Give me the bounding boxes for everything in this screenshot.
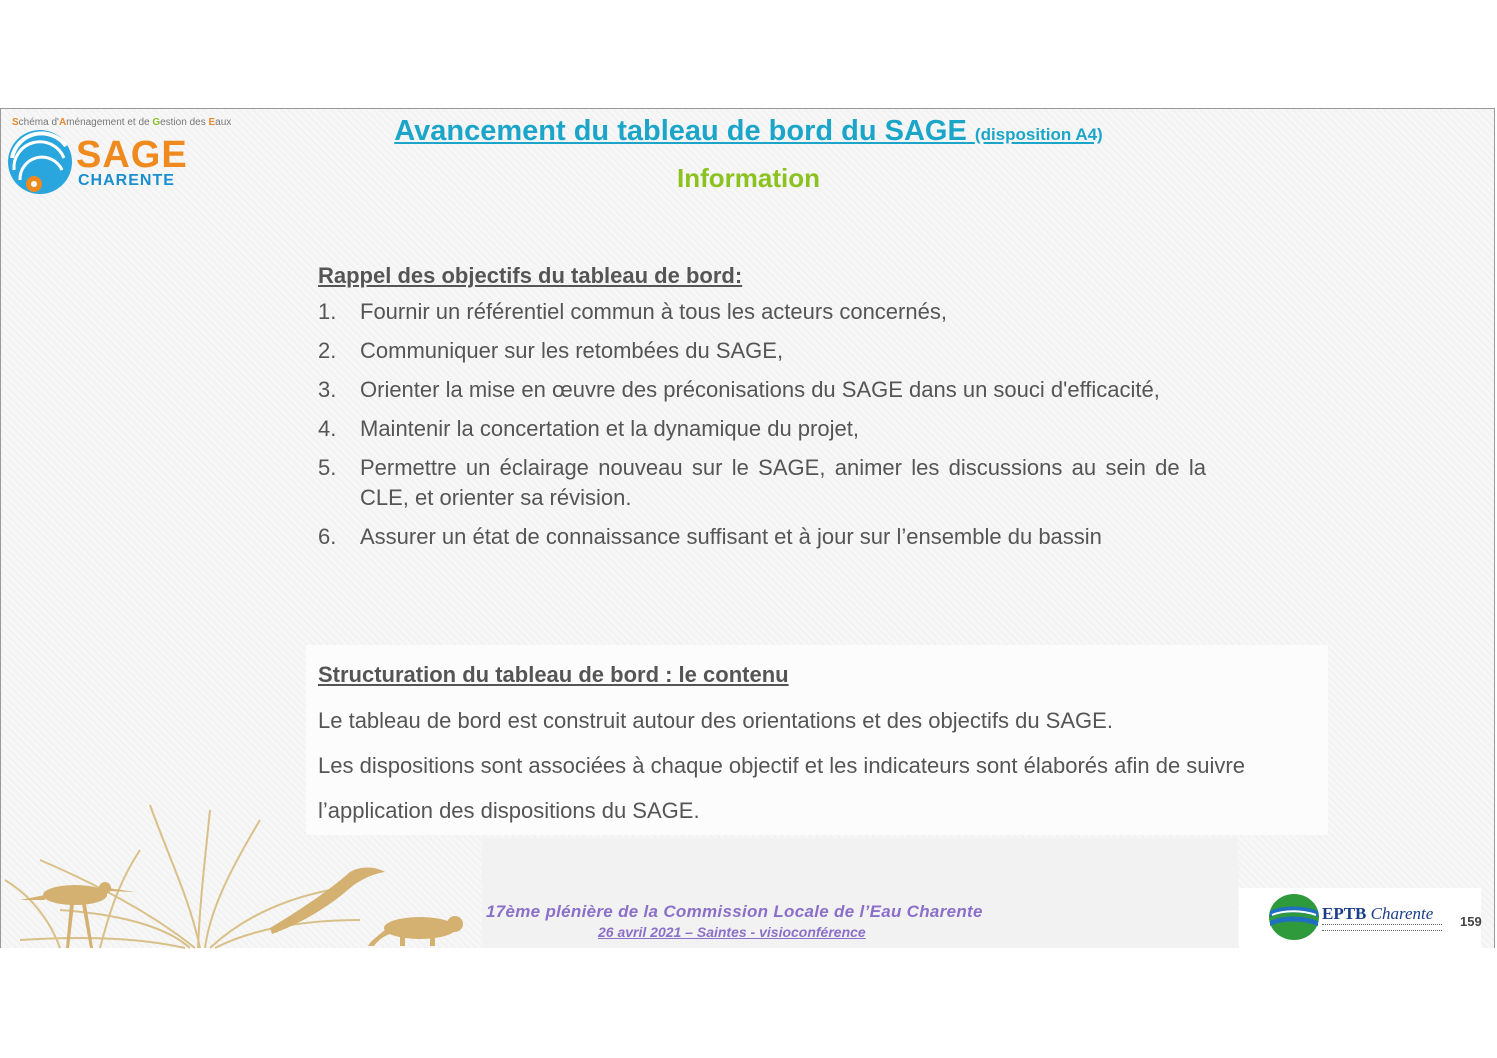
list-item <box>318 297 1206 327</box>
eptb-name-bold: EPTB <box>1322 904 1367 923</box>
list-text: Assurer un état de connaissance suffisant et à jour sur l’ensemble du bassin <box>360 524 1102 549</box>
nature-illustration-icon <box>0 800 485 950</box>
list-text: Communiquer sur les retombées du SAGE, <box>360 338 784 363</box>
list-item <box>318 336 1206 366</box>
list-text: Fournir un référentiel commun à tous les acteurs concernés, <box>360 299 947 324</box>
eptb-logo-icon <box>1268 893 1320 941</box>
page-number: 159 <box>1460 914 1482 929</box>
eptb-name <box>1322 904 1433 924</box>
list-item <box>318 375 1206 405</box>
list-item <box>318 414 1206 444</box>
tagline-letter-e: E <box>208 117 216 128</box>
objectives-list <box>318 297 1206 561</box>
list-number: 5. <box>318 455 337 480</box>
list-number: 4. <box>318 416 337 441</box>
tagline-letter-a: A <box>58 117 67 128</box>
structure-heading: Structuration du tableau de bord : le contenu <box>318 662 789 687</box>
tagline-part: chéma d' <box>18 117 59 128</box>
footer-event-title: 17ème plénière de la Commission Locale de l’Eau Charente <box>486 902 983 921</box>
list-number: 2. <box>318 338 337 363</box>
structure-paragraph-2: Les dispositions sont associées à chaque objectif et les indicateurs sont élaborés afin de suivre l’application des dispositions du SAGE. <box>318 753 1245 823</box>
page-subtitle: Information <box>677 163 820 193</box>
list-text: Orienter la mise en œuvre des préconisations du SAGE dans un souci d'efficacité, <box>360 377 1160 402</box>
tagline-letter-s: S <box>12 117 19 128</box>
list-item <box>318 453 1206 513</box>
list-item <box>318 522 1206 552</box>
title-main: Avancement du tableau de bord du SAGE <box>394 115 967 147</box>
list-text: Permettre un éclairage nouveau sur le SAGE, animer les discussions au sein de la CLE, et orienter sa révision. <box>360 455 1206 510</box>
tagline-part: ménagement et de <box>66 117 153 128</box>
page-title <box>0 115 1497 148</box>
title-disposition: (disposition A4) <box>974 125 1103 144</box>
tagline-letter-g: G <box>152 117 161 128</box>
list-number: 1. <box>318 299 337 324</box>
list-text: Maintenir la concertation et la dynamique du projet, <box>360 416 859 441</box>
logo-word: SAGE <box>76 134 188 176</box>
tagline-part: aux <box>215 117 232 128</box>
objectives-heading: Rappel des objectifs du tableau de bord: <box>318 263 743 288</box>
list-number: 3. <box>318 377 337 402</box>
list-number: 6. <box>318 524 337 549</box>
tagline-part: estion des <box>160 117 209 128</box>
logo-subtitle: CHARENTE <box>78 172 175 189</box>
eptb-caption-line <box>1322 924 1442 931</box>
eptb-name-italic: Charente <box>1370 904 1434 923</box>
structure-paragraph-1: Le tableau de bord est construit autour des orientations et des objectifs du SAGE. <box>318 708 1113 733</box>
footer-event-date: 26 avril 2021 – Saintes - visioconférence <box>598 924 866 940</box>
